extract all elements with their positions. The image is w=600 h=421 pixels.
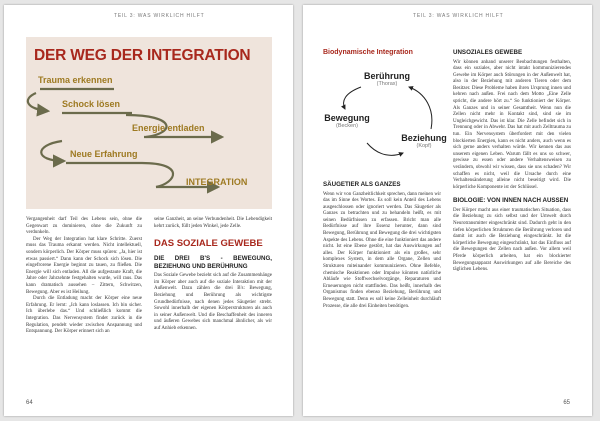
paragraph: Wenn wir von Ganzheitlichkeit sprechen, dann meinen wir das im Sinne des Wortes. Es soll kein Anteil des Lebens ausgeschlossen oder ignoriert werden. Das Säugetier als Ganzes zu betrachten und zu behandeln heißt, es mit seinen Bedürfnissen zu erfassen. Bricht man alle Bedürfnisse auf ihre Essenz herunter, dann sind Bewegung, Berührung und Bewegung die drei wichtigsten Aspekte des Lebens. Ohne die eine funktioniert das andere nicht. Ist eine Ebene gestört, hat das Auswirkungen auf alles. Der Körper funktioniert als ein großes, sehr komplexes System, in dem alle Organe, Zellen und Strukturen miteinander kommunizieren. Ohne Befehle, chemische Reaktionen oder Impulse könnten natürliche Abläufe wie Stoffwechselvorgänge, Reparaturen und Erneuerungen nicht stattfinden. Das heißt, innerhalb des Organismus finden ebenso Beziehung, Berührung und Bewegung statt. Denn es soll keine Zelleinheit durchläuft Prozesse, die alle drei Einheiten benötigen.: [323, 191, 441, 309]
paragraph: Der Körper macht aus einer traumatischen Situation, dass die Beziehung zu sich selbst und der Umwelt durch Neurotransmitter eingeschränkt sind. Dadurch geht in den tiefen körperlichen Strukturen die Berührung verloren und damit ist auch die Beziehung eingeschränkt. Ist die körperliche Bewegung eingeschränkt, hat das Einfluss auf die Bewegungen der Zellen nach außen. Vor allem weil Pferde körperlich arbeiten, hat ein blockierter Bewegungsapparat Auswirkungen auf alle Bereiche des täglichen Lebens.: [453, 207, 571, 273]
paragraph: Vergangenheit darf Teil des Lebens sein, ohne die Gegenwart zu dominieren, ohne die Zukunft zu verdunkeln.: [26, 217, 142, 236]
paragraph: Durch die Entladung macht der Körper eine neue Erfahrung. Er lernt: „Ich kann loslassen. Ich bin sicher. Ich überlebe das.“ Und schließlich kommt die Integration. Das Nervensystem findet zurück in die Regulation, pendelt wieder zwischen Anspannung und Entspannung. Der Körper erinnert sich an: [26, 296, 142, 335]
node-beziehung: Beziehung (Kopf): [401, 133, 447, 149]
running-head: TEIL 3: WAS WIRKLICH HILFT: [413, 13, 504, 19]
paragraph: seine Ganzheit, an seine Verbundenheit. Die Lebendigkeit kehrt zurück, füllt jeden Winkel, jede Zelle.: [154, 217, 272, 229]
section-heading: DAS SOZIALE GEWEBE: [154, 238, 263, 250]
integration-infographic: [26, 37, 272, 209]
curve-arrow-1: [28, 93, 48, 111]
right-column-1: [323, 181, 441, 310]
page-number: 64: [26, 400, 33, 406]
right-page: [303, 5, 592, 416]
arrow-beruehrung-bewegung: [344, 87, 361, 109]
step-integration: INTEGRATION: [186, 177, 248, 187]
node-bewegung: Bewegung (Becken): [324, 113, 370, 129]
left-page: [4, 5, 293, 416]
biodynamic-cycle-diagram: [321, 63, 451, 175]
running-head: TEIL 3: WAS WIRKLICH HILFT: [114, 13, 205, 19]
step-neue-erfahrung: Neue Erfahrung: [70, 149, 138, 159]
diagram-title: Biodynamische Integration: [323, 49, 413, 56]
right-column-2: [453, 49, 571, 274]
left-column-2: [154, 217, 272, 333]
paragraph: Der Weg der Integration hat klare Schritte. Zuerst muss das Trauma erkannt werden. Nicht intellektuell, sondern körperlich. Der Körper muss spüren: „Ja, hier ist etwas passiert.“ Dann kann der Schock sich lösen. Die eingefrorene Energie beginnt zu tauen, zu fließen. Die Energie will sich entladen. All die aufgestaute Kraft, die Jahre oder Jahrzehnte festgehalten wurde, will raus. Das kann dramatisch aussehen – Zittern, Schwitzen, Bewegung. Aber es ist Heilung.: [26, 236, 142, 295]
step-trauma-erkennen: Trauma erkennen: [38, 75, 113, 85]
paragraph: Wir können anhand unserer Beobachtungen festhalten, dass ein soziales, aber nicht intakt kommunizierendes Gewebe im Körper auch Störungen in der Außenwelt hat, also in der Beziehung mit anderen Tieren oder dem Besitzer. Diese Probleme haben ihren Ursprung innen und kehren nach außen. Frei nach dem Motto „Eine Zelle spricht, die andere hört zu.“ So funktioniert der Körper. Als Ganzes und in seiner Gesamtheit. Wenn nun die Zellen nicht mehr in Kontakt sind, sind sie im Ungleichgewicht. Das ist klar. Die Zelle befindet sich in Trennung oder in Abwehr. Das hat mit auch Zelltrauma zu tun. Ein Nervensystem überfordert mit den vielen blockierten Energien, kann es nicht anders, auch wenn es sich gerne anders verhalten würde. Wir kennen das aus unserem eigenen Leben. Warum fällt es uns so schwer, gewisse zu essen oder andere Verhaltensweisen zu verändern, obwohl wir wissen, dass sie uns schaden? Wir schaffen es nicht, weil die Ursache durch eine Verhaltensänderung alleine nicht beseitigt wird. Die körperliche Komponente ist der Schlüssel.: [453, 59, 571, 190]
arrow-beziehung-beruehrung: [409, 87, 432, 129]
curve-arrow-3: [41, 141, 64, 161]
paragraph: Das Soziale Gewebe bezieht sich auf die Zusammenhänge im Körper aber auch auf die soziale Interaktion mit der Außenwelt. Dazu zählen die drei B's: Bewegung, Beziehung und Berührung als wichtigste Grundbedürfnisse, nach denen jedes Säugetier strebt. Sowohl innerhalb der eigenen Körperstrukturen als auch in seiner Außenwelt. Und die Beschaffenheit des inneren und äußeren Gewebes sich manchmal ähnlicher, als wir auf Anhieb erkennen.: [154, 273, 272, 331]
curve-arrow-4: [142, 163, 173, 187]
section-heading: BIOLOGIE: VON INNEN NACH AUSSEN: [453, 197, 569, 205]
left-column-1: [26, 217, 142, 336]
infographic-title: DER WEG DER INTEGRATION: [34, 47, 251, 64]
subsection-heading: DIE DREI B'S - BEWEGUNG, BEZIEHUNG UND BERÜHRUNG: [154, 255, 272, 270]
step-energie-entladen: Energie entladen: [132, 123, 205, 133]
node-beruehrung: Berührung (Thorax): [364, 71, 410, 87]
page-number: 65: [563, 400, 570, 406]
step-schock-loesen: Schock lösen: [62, 99, 121, 109]
section-heading: SÄUGETIER ALS GANZES: [323, 181, 401, 188]
section-heading: UNSOZIALES GEWEBE: [453, 49, 523, 56]
